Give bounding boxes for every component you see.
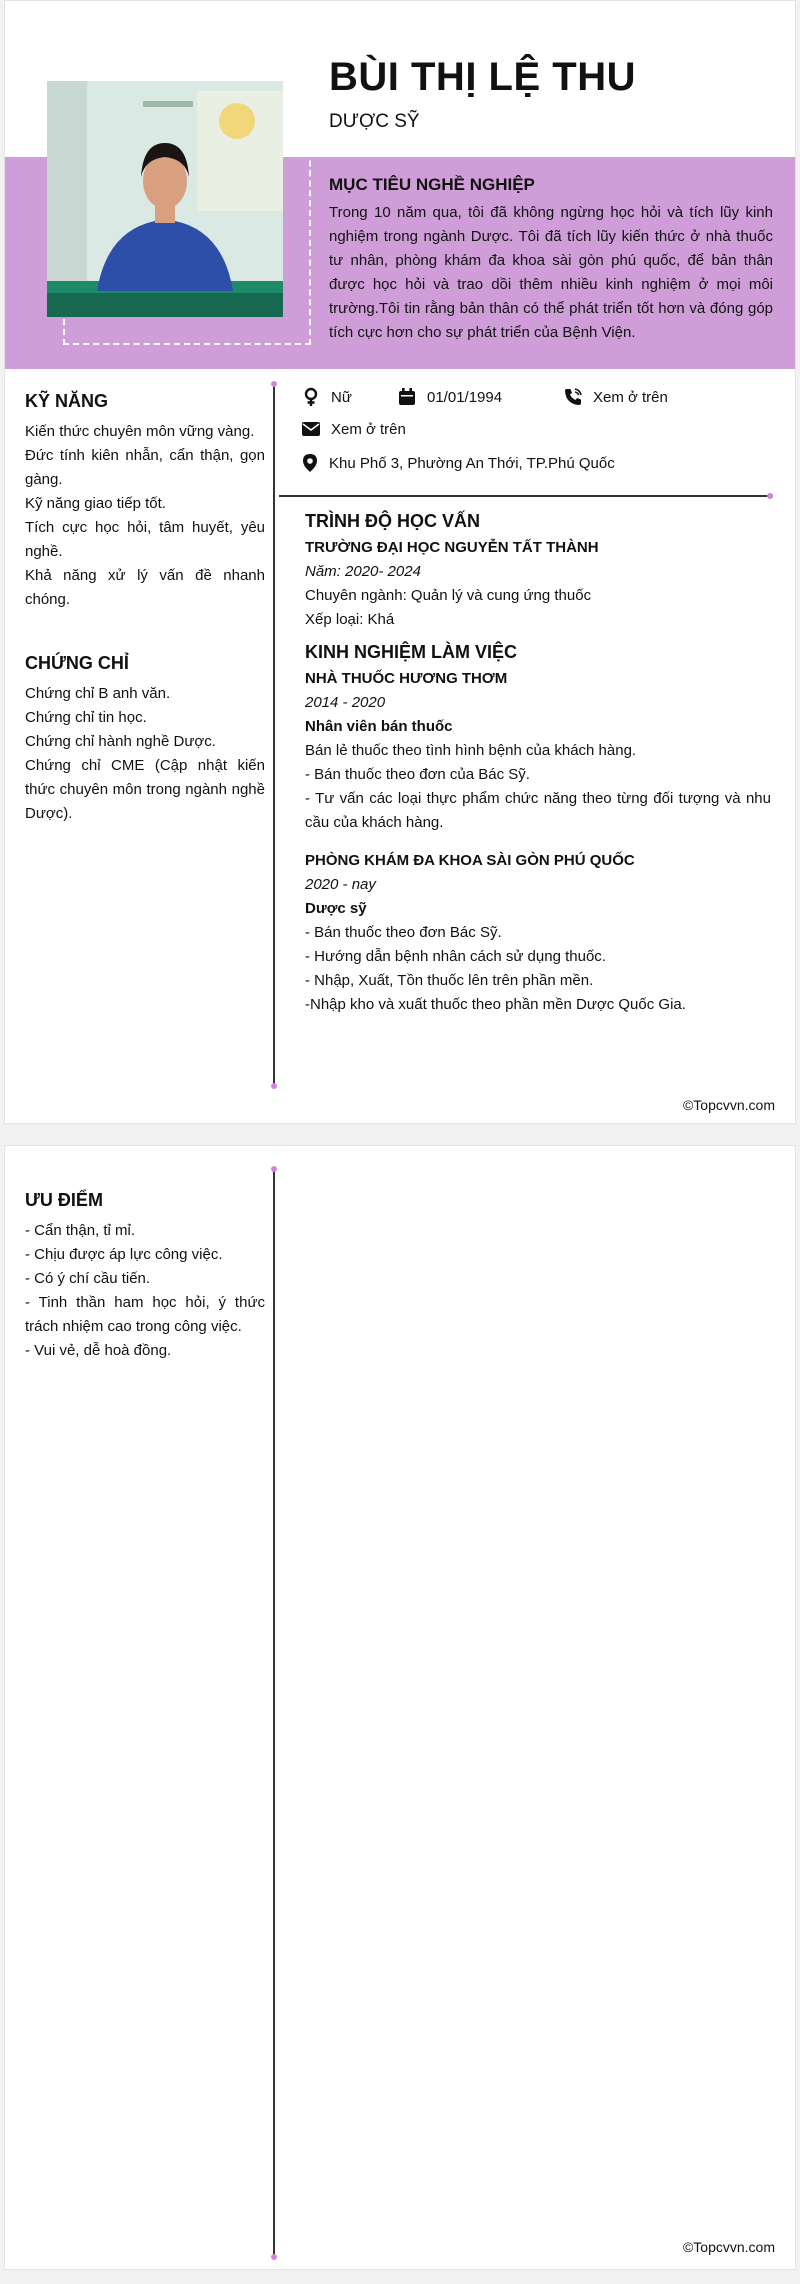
email-value: Xem ở trên — [331, 420, 406, 438]
certificates-section — [25, 653, 265, 826]
job-duty: - Tư vấn các loại thực phẩm chức năng theo từng đối tượng và nhu cầu của khách hàng. — [305, 790, 771, 831]
skill-item: Tích cực học hỏi, tâm huyết, yêu nghề. — [25, 519, 265, 560]
objective-title: MỤC TIÊU NGHỀ NGHIỆP — [329, 175, 535, 194]
job-duty: - Bán thuốc theo đơn Bác Sỹ. — [305, 924, 502, 941]
divider-top-dot — [271, 1166, 277, 1172]
cv-page-1 — [4, 0, 796, 1124]
contact-address — [301, 453, 615, 473]
education-school: TRƯỜNG ĐẠI HỌC NGUYỄN TẤT THÀNH — [305, 539, 599, 556]
job-company: NHÀ THUỐC HƯƠNG THƠM — [305, 670, 508, 687]
strength-item: - Chịu được áp lực công việc. — [25, 1246, 223, 1263]
contact-birthday — [397, 387, 502, 407]
candidate-name: BÙI THỊ LỆ THU — [329, 55, 636, 99]
divider-top-dot — [271, 381, 277, 387]
strength-item: - Có ý chí cầu tiến. — [25, 1270, 151, 1287]
job-duty: -Nhập kho và xuất thuốc theo phần mền Dược Quốc Gia. — [305, 996, 686, 1013]
job-duty: - Hướng dẫn bệnh nhân cách sử dụng thuốc. — [305, 948, 606, 965]
certificate-item: Chứng chỉ tin học. — [25, 709, 147, 726]
job-period: 2020 - nay — [305, 876, 376, 893]
address-value: Khu Phố 3, Phường An Thới, TP.Phú Quốc — [329, 454, 615, 472]
calendar-icon — [397, 387, 417, 407]
phone-value: Xem ở trên — [593, 388, 668, 406]
job-period: 2014 - 2020 — [305, 694, 386, 711]
contact-phone — [563, 387, 668, 407]
column-divider — [273, 1170, 275, 2258]
cv-page-2 — [4, 1145, 796, 2270]
location-pin-icon — [301, 453, 319, 473]
birthday-value: 01/01/1994 — [427, 388, 503, 406]
job-duty: - Bán thuốc theo đơn của Bác Sỹ. — [305, 766, 530, 783]
right-column — [305, 505, 771, 1017]
experience-title: KINH NGHIỆM LÀM VIỆC — [305, 642, 518, 662]
column-divider — [273, 385, 275, 1087]
contact-email — [301, 419, 406, 439]
separator-end-dot — [767, 493, 773, 499]
divider-bottom-dot — [271, 1083, 277, 1089]
divider-bottom-dot — [271, 2254, 277, 2260]
contact-gender — [301, 387, 352, 407]
education-years: Năm: 2020- 2024 — [305, 563, 421, 580]
education-grade: Xếp loại: Khá — [305, 611, 395, 628]
phone-icon — [563, 387, 583, 407]
strength-item: - Tinh thần ham học hỏi, ý thức trách nhiệm cao trong công việc. — [25, 1294, 265, 1335]
candidate-role: DƯỢC SỸ — [329, 111, 420, 132]
job-entry — [305, 667, 771, 835]
job-company: PHÒNG KHÁM ĐA KHOA SÀI GÒN PHÚ QUỐC — [305, 852, 635, 869]
job-duty: Bán lẻ thuốc theo tình hình bệnh của khách hàng. — [305, 742, 637, 759]
job-position: Nhân viên bán thuốc — [305, 718, 453, 735]
gender-value: Nữ — [331, 388, 352, 406]
strength-item: - Vui vẻ, dễ hoà đồng. — [25, 1342, 172, 1359]
skills-section — [25, 391, 265, 612]
job-entry — [305, 849, 771, 1017]
strengths-section — [25, 1190, 265, 1363]
footer-brand: ©Topcvvn.com — [682, 2239, 775, 2255]
certificates-title: CHỨNG CHỈ — [25, 653, 129, 673]
contact-separator — [279, 495, 773, 497]
education-major: Chuyên ngành: Quản lý và cung ứng thuốc — [305, 587, 592, 604]
strengths-title: ƯU ĐIỂM — [25, 1190, 103, 1210]
skills-title: KỸ NĂNG — [25, 391, 109, 411]
envelope-icon — [301, 419, 321, 439]
skill-item: Khả năng xử lý vấn đề nhanh chóng. — [25, 567, 265, 608]
skill-item: Kỹ năng giao tiếp tốt. — [25, 495, 166, 512]
strength-item: - Cẩn thận, tỉ mỉ. — [25, 1222, 136, 1239]
profile-photo — [47, 81, 283, 317]
skill-item: Đức tính kiên nhẫn, cẩn thận, gọn gàng. — [25, 447, 265, 488]
job-position: Dược sỹ — [305, 900, 367, 917]
certificate-item: Chứng chỉ CME (Cập nhật kiến thức chuyên môn trong ngành nghề Dược). — [25, 757, 265, 822]
certificate-item: Chứng chỉ hành nghề Dược. — [25, 733, 216, 750]
footer-brand: ©Topcvvn.com — [682, 1097, 775, 1113]
objective-text: Trong 10 năm qua, tôi đã không ngừng học hỏi và tích lũy kinh nghiệm trong ngành Dược. Tôi đã tích lũy kiến thức ở nhà thuốc tư nhân, phòng khám đa khoa sài gòn phú quốc, để bản thân được học hỏi và trao dồi thêm nhiều kinh nghiệm ở mọi môi trường.Tôi tin rằng bản thân có thể phát triển tốt hơn và đóng góp tích cực hơn cho sự phát triển của Bệnh Viện. — [329, 204, 773, 341]
education-title: TRÌNH ĐỘ HỌC VẤN — [305, 511, 480, 531]
gender-icon — [301, 387, 321, 407]
job-duty: - Nhập, Xuất, Tồn thuốc lên trên phần mền. — [305, 972, 594, 989]
skill-item: Kiến thức chuyên môn vững vàng. — [25, 423, 255, 440]
certificate-item: Chứng chỉ B anh văn. — [25, 685, 171, 702]
